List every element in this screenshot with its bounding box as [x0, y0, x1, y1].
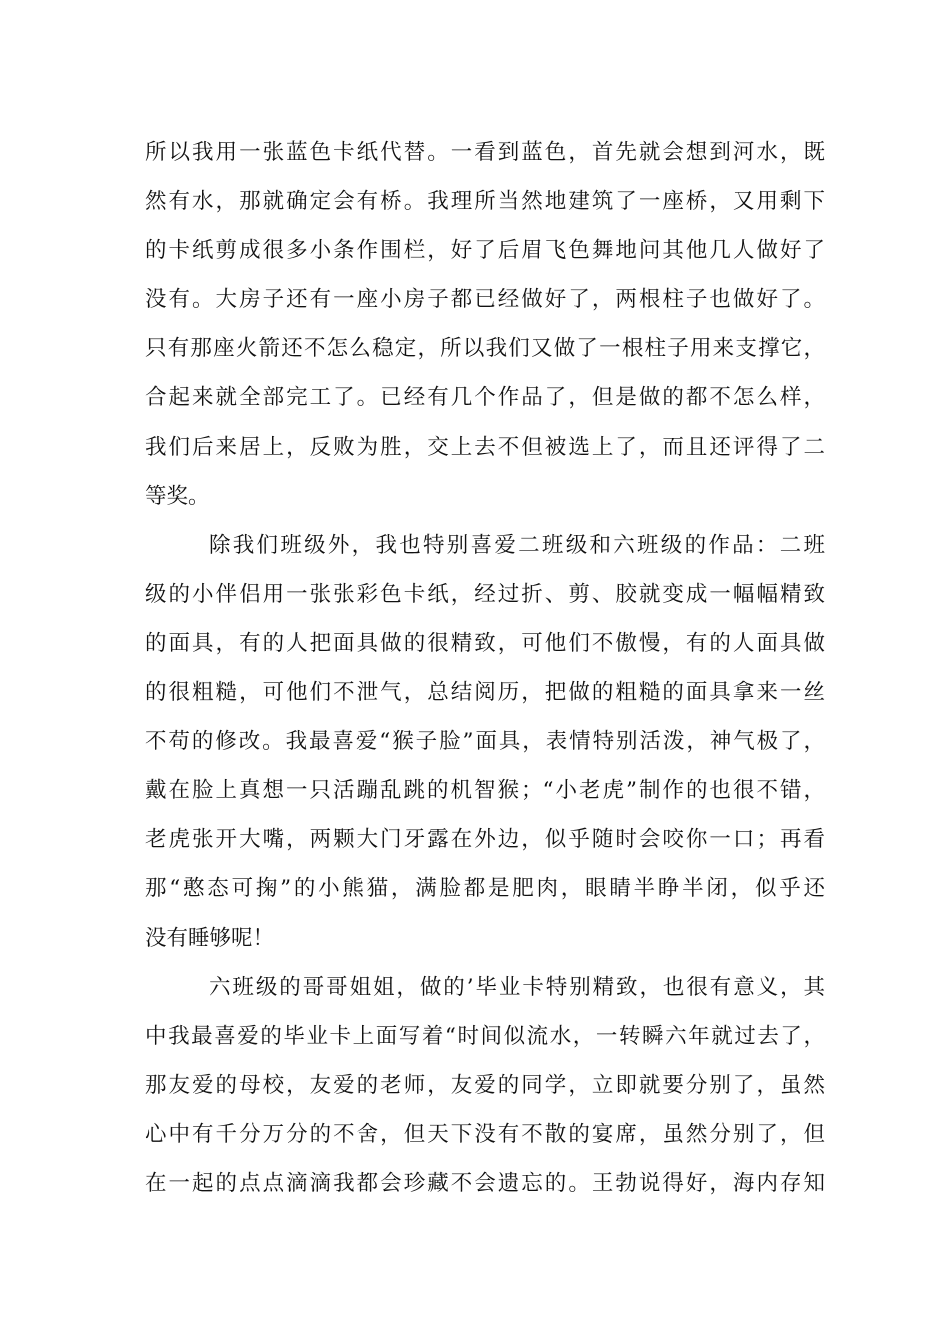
text-line: 心中有千分万分的不舍，但天下没有不散的宴席，虽然分别了，但 [145, 1121, 825, 1147]
text-line: 的很粗糙，可他们不泄气，总结阅历，把做的粗糙的面具拿来一丝 [145, 680, 825, 706]
text-line: 只有那座火箭还不怎么稳定，所以我们又做了一根柱子用来支撑它， [145, 336, 825, 362]
text-line: 在一起的点点滴滴我都会珍藏不会遗忘的。王勃说得好，海内存知 [145, 1170, 825, 1196]
text-line: 戴在脸上真想一只活蹦乱跳的机智猴；“小老虎”制作的也很不错， [145, 778, 825, 804]
body-text [145, 128, 825, 1208]
text-line: 没有睡够呢！ [145, 925, 275, 951]
text-line: 除我们班级外，我也特别喜爱二班级和六班级的作品：二班 [209, 532, 825, 558]
text-line: 级的小伴侣用一张张彩色卡纸，经过折、剪、胶就变成一幅幅精致 [145, 581, 825, 607]
text-line: 我们后来居上，反败为胜，交上去不但被选上了，而且还评得了二 [145, 434, 825, 460]
text-line: 没有。大房子还有一座小房子都已经做好了，两根柱子也做好了。 [145, 287, 825, 313]
text-line: 老虎张开大嘴，两颗大门牙露在外边，似乎随时会咬你一口；再看 [145, 827, 825, 853]
text-line: 的卡纸剪成很多小条作围栏，好了后眉飞色舞地问其他几人做好了 [145, 238, 825, 264]
text-line: 不苟的修改。我最喜爱“猴子脸”面具，表情特别活泼，神气极了， [145, 729, 825, 755]
text-line: 然有水，那就确定会有桥。我理所当然地建筑了一座桥，又用剩下 [145, 189, 825, 215]
text-line: 六班级的哥哥姐姐，做的’毕业卡特别精致，也很有意义，其 [209, 974, 825, 1000]
text-line: 那“憨态可掬”的小熊猫，满脸都是肥肉，眼睛半睁半闭，似乎还 [145, 876, 825, 902]
text-line: 的面具，有的人把面具做的很精致，可他们不傲慢，有的人面具做 [145, 630, 825, 656]
text-line: 所以我用一张蓝色卡纸代替。一看到蓝色，首先就会想到河水，既 [145, 140, 825, 165]
text-line: 等奖。 [145, 483, 210, 509]
text-line: 中我最喜爱的毕业卡上面写着“时间似流水，一转瞬六年就过去了， [145, 1023, 825, 1049]
text-line: 那友爱的母校，友爱的老师，友爱的同学，立即就要分别了，虽然 [145, 1072, 825, 1098]
text-line: 合起来就全部完工了。已经有几个作品了，但是做的都不怎么样， [145, 385, 825, 411]
